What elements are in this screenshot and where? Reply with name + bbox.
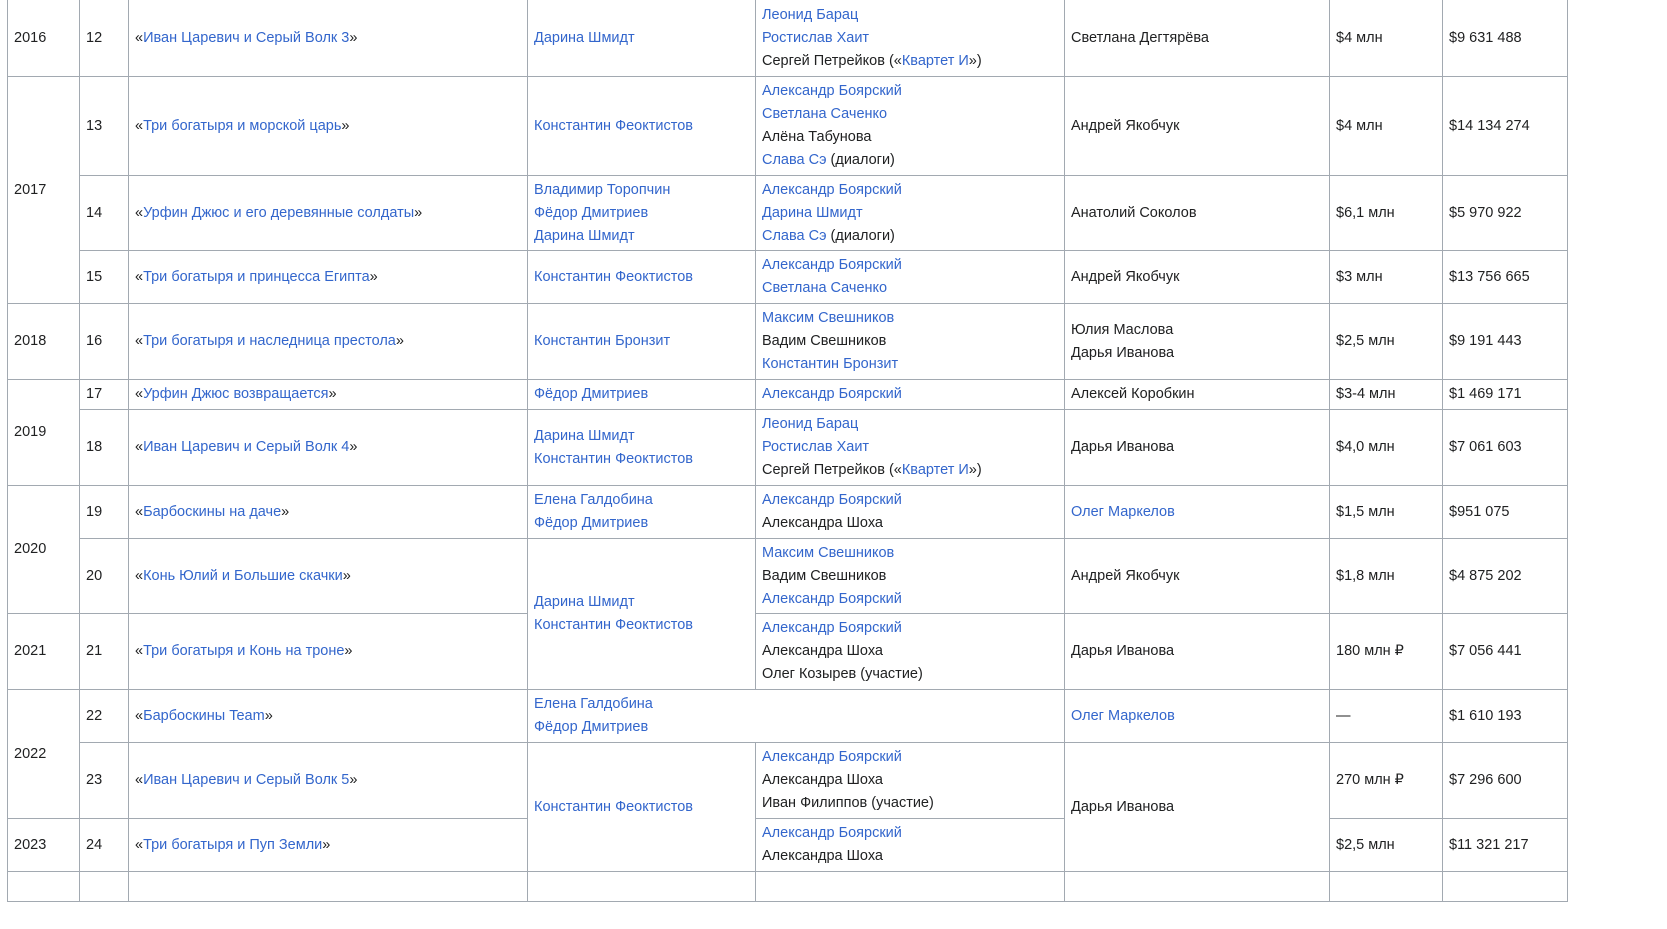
filmography-table xyxy=(7,0,1568,902)
composer-link[interactable]: Олег Маркелов xyxy=(1071,503,1175,520)
writer-name: Александра Шоха xyxy=(762,848,883,864)
writer-cell xyxy=(756,614,1065,690)
budget-cell: $2,5 млн xyxy=(1330,819,1443,872)
table-row xyxy=(8,251,1568,304)
budget-cell: $3 млн xyxy=(1330,251,1443,304)
number-cell: 19 xyxy=(80,486,129,539)
year-cell: 2018 xyxy=(8,304,80,380)
writer-link[interactable]: Александр Боярский xyxy=(762,181,902,198)
writer-link[interactable]: Александр Боярский xyxy=(762,492,902,508)
number-cell: 20 xyxy=(80,539,129,614)
writer-cell xyxy=(756,0,1065,77)
table-row xyxy=(8,77,1568,176)
gross-cell: $11 321 217 xyxy=(1443,819,1568,872)
table-row xyxy=(8,0,1568,77)
table-row xyxy=(8,176,1568,251)
writer-link[interactable]: Александр Боярский xyxy=(762,386,902,402)
budget-cell: $1,5 млн xyxy=(1330,486,1443,539)
table-row xyxy=(8,304,1568,380)
composer-cell: Андрей Якобчук xyxy=(1065,77,1330,176)
title-cell: «Иван Царевич и Серый Волк 4» xyxy=(129,410,528,486)
director-cell xyxy=(528,690,1065,743)
composer-cell xyxy=(1065,486,1330,539)
writer-cell xyxy=(756,743,1065,819)
director-cell xyxy=(528,539,756,690)
title-cell: «Барбоскины Team» xyxy=(129,690,528,743)
composer-name: Дарья Иванова xyxy=(1071,344,1175,361)
writer-name: Слава Сэ (диалоги) xyxy=(762,152,895,168)
director-link[interactable]: Фёдор Дмитриев xyxy=(534,386,649,402)
gross-cell: $14 134 274 xyxy=(1443,77,1568,176)
year-cell: 2017 xyxy=(8,77,80,304)
title-cell: «Три богатыря и Конь на троне» xyxy=(129,614,528,690)
director-link[interactable]: Елена Галдобина xyxy=(534,492,653,508)
number-cell: 12 xyxy=(80,0,129,77)
writer-name: Александра Шоха xyxy=(762,515,883,531)
director-link[interactable]: Дарина Шмидт xyxy=(534,227,635,244)
film-title-link[interactable]: Иван Царевич и Серый Волк 3 xyxy=(143,29,350,46)
budget-cell: $1,8 млн xyxy=(1330,539,1443,614)
number-cell: 14 xyxy=(80,176,129,251)
composer-cell xyxy=(1065,690,1330,743)
title-cell: «Барбоскины на даче» xyxy=(129,486,528,539)
gross-cell: $1 469 171 xyxy=(1443,380,1568,410)
number-cell: 13 xyxy=(80,77,129,176)
gross-cell: $7 296 600 xyxy=(1443,743,1568,819)
writer-link[interactable]: Максим Свешников xyxy=(762,310,895,326)
budget-cell: $4,0 млн xyxy=(1330,410,1443,486)
writer-link[interactable]: Александр Боярский xyxy=(762,825,902,841)
budget-cell: $4 млн xyxy=(1330,0,1443,77)
group-link[interactable]: Квартет И xyxy=(901,462,969,478)
number-cell: 21 xyxy=(80,614,129,690)
composer-cell: Андрей Якобчук xyxy=(1065,251,1330,304)
number-cell: 16 xyxy=(80,304,129,380)
composer-link[interactable]: Олег Маркелов xyxy=(1071,707,1175,724)
title-cell xyxy=(129,872,528,902)
writer-name: Александра Шоха xyxy=(762,772,883,788)
director-cell xyxy=(528,410,756,486)
table-row xyxy=(8,743,1568,819)
writer-link[interactable]: Ростислав Хаит xyxy=(762,29,870,46)
composer-name: Юлия Маслова xyxy=(1071,321,1174,338)
table-row xyxy=(8,539,1568,614)
year-cell: 2019 xyxy=(8,380,80,486)
composer-cell xyxy=(1065,872,1330,902)
director-link[interactable]: Дарина Шмидт xyxy=(534,427,635,444)
writer-link[interactable]: Дарина Шмидт xyxy=(762,204,863,221)
table-row xyxy=(8,872,1568,902)
writer-link[interactable]: Александр Боярский xyxy=(762,620,902,636)
writer-link[interactable]: Леонид Барац xyxy=(762,6,859,23)
budget-cell: $4 млн xyxy=(1330,77,1443,176)
title-cell: «Иван Царевич и Серый Волк 5» xyxy=(129,743,528,819)
director-cell xyxy=(528,743,756,872)
number-cell: 23 xyxy=(80,743,129,819)
table-row xyxy=(8,380,1568,410)
writer-name: Иван Филиппов (участие) xyxy=(762,795,934,811)
composer-cell: Анатолий Соколов xyxy=(1065,176,1330,251)
gross-cell: $1 610 193 xyxy=(1443,690,1568,743)
budget-cell: 270 млн ₽ xyxy=(1330,743,1443,819)
gross-cell: $7 061 603 xyxy=(1443,410,1568,486)
composer-cell: Светлана Дегтярёва xyxy=(1065,0,1330,77)
writer-link[interactable]: Леонид Барац xyxy=(762,416,859,432)
table-row xyxy=(8,819,1568,872)
title-cell: «Урфин Джюс возвращается» xyxy=(129,380,528,410)
writer-cell xyxy=(756,872,1065,902)
director-link[interactable]: Константин Бронзит xyxy=(534,333,671,349)
gross-cell: $951 075 xyxy=(1443,486,1568,539)
director-link[interactable]: Константин Феоктистов xyxy=(534,450,693,467)
writer-link[interactable]: Максим Свешников xyxy=(762,544,895,561)
budget-cell: — xyxy=(1330,690,1443,743)
writer-name: Вадим Свешников xyxy=(762,333,887,349)
director-link[interactable]: Константин Феоктистов xyxy=(534,268,693,285)
title-cell: «Три богатыря и принцесса Египта» xyxy=(129,251,528,304)
director-cell xyxy=(528,380,756,410)
writer-name: Вадим Свешников xyxy=(762,567,887,584)
writer-cell xyxy=(756,486,1065,539)
director-link[interactable]: Константин Феоктистов xyxy=(534,117,693,134)
writer-cell xyxy=(756,304,1065,380)
writer-name: Александра Шоха xyxy=(762,643,883,659)
writer-cell xyxy=(756,380,1065,410)
writer-cell xyxy=(756,819,1065,872)
writer-name: Сергей Петрейков («Квартет И») xyxy=(762,52,982,69)
gross-cell xyxy=(1443,872,1568,902)
table-row xyxy=(8,690,1568,743)
number-cell: 22 xyxy=(80,690,129,743)
composer-cell: Андрей Якобчук xyxy=(1065,539,1330,614)
budget-cell: $6,1 млн xyxy=(1330,176,1443,251)
year-cell: 2022 xyxy=(8,690,80,819)
composer-cell: Дарья Иванова xyxy=(1065,410,1330,486)
director-link[interactable]: Константин Феоктистов xyxy=(534,798,693,815)
title-cell: «Три богатыря и морской царь» xyxy=(129,77,528,176)
group-link[interactable]: Квартет И xyxy=(901,52,969,69)
title-cell: «Урфин Джюс и его деревянные солдаты» xyxy=(129,176,528,251)
writer-name: Слава Сэ (диалоги) xyxy=(762,227,895,244)
film-title-link[interactable]: Три богатыря и Пуп Земли xyxy=(143,836,323,853)
gross-cell: $9 191 443 xyxy=(1443,304,1568,380)
title-cell: «Три богатыря и Пуп Земли» xyxy=(129,819,528,872)
table-row xyxy=(8,410,1568,486)
year-cell: 2020 xyxy=(8,486,80,614)
director-cell xyxy=(528,251,756,304)
year-cell: 2021 xyxy=(8,614,80,690)
composer-cell: Алексей Коробкин xyxy=(1065,380,1330,410)
film-title-link[interactable]: Три богатыря и Конь на троне xyxy=(143,643,345,659)
writer-name: Алёна Табунова xyxy=(762,129,872,145)
director-cell xyxy=(528,0,756,77)
filmography-table-container xyxy=(7,0,1568,902)
writer-link[interactable]: Ростислав Хаит xyxy=(762,439,870,455)
gross-cell: $4 875 202 xyxy=(1443,539,1568,614)
film-title-link[interactable]: Три богатыря и наследница престола xyxy=(143,333,396,349)
writer-name: Сергей Петрейков («Квартет И») xyxy=(762,462,982,478)
composer-cell xyxy=(1065,304,1330,380)
director-cell xyxy=(528,77,756,176)
number-cell: 17 xyxy=(80,380,129,410)
director-link[interactable]: Фёдор Дмитриев xyxy=(534,719,649,735)
writer-link[interactable]: Константин Бронзит xyxy=(762,356,899,372)
film-title-link[interactable]: Три богатыря и принцесса Египта xyxy=(143,268,370,285)
film-title-link[interactable]: Иван Царевич и Серый Волк 4 xyxy=(143,439,350,455)
film-title-link[interactable]: Урфин Джюс и его деревянные солдаты xyxy=(143,204,415,221)
writer-cell xyxy=(756,176,1065,251)
year-cell: 2016 xyxy=(8,0,80,77)
director-link[interactable]: Дарина Шмидт xyxy=(534,29,635,46)
director-cell xyxy=(528,304,756,380)
budget-cell: 180 млн ₽ xyxy=(1330,614,1443,690)
budget-cell: $3-4 млн xyxy=(1330,380,1443,410)
director-link[interactable]: Владимир Торопчин xyxy=(534,181,671,198)
number-cell: 15 xyxy=(80,251,129,304)
number-cell: 24 xyxy=(80,819,129,872)
film-title-link[interactable]: Урфин Джюс возвращается xyxy=(143,386,329,402)
gross-cell: $9 631 488 xyxy=(1443,0,1568,77)
title-cell: «Три богатыря и наследница престола» xyxy=(129,304,528,380)
director-cell xyxy=(528,872,756,902)
writer-link[interactable]: Александр Боярский xyxy=(762,590,902,607)
writer-cell xyxy=(756,410,1065,486)
title-cell: «Иван Царевич и Серый Волк 3» xyxy=(129,0,528,77)
film-title-link[interactable]: Три богатыря и морской царь xyxy=(143,117,342,134)
director-cell xyxy=(528,486,756,539)
director-link[interactable]: Фёдор Дмитриев xyxy=(534,204,649,221)
writer-cell xyxy=(756,539,1065,614)
composer-cell: Дарья Иванова xyxy=(1065,614,1330,690)
number-cell xyxy=(80,872,129,902)
number-cell: 18 xyxy=(80,410,129,486)
writer-link[interactable]: Светлана Саченко xyxy=(762,280,888,296)
writer-cell xyxy=(756,251,1065,304)
table-row xyxy=(8,614,1568,690)
director-cell xyxy=(528,176,756,251)
gross-cell: $7 056 441 xyxy=(1443,614,1568,690)
writer-link[interactable]: Александр Боярский xyxy=(762,257,902,273)
film-title-link[interactable]: Иван Царевич и Серый Волк 5 xyxy=(143,772,350,788)
writer-cell xyxy=(756,77,1065,176)
table-row xyxy=(8,486,1568,539)
year-cell xyxy=(8,872,80,902)
year-cell: 2023 xyxy=(8,819,80,872)
writer-link[interactable]: Светлана Саченко xyxy=(762,106,888,122)
writer-link[interactable]: Александр Боярский xyxy=(762,749,902,765)
writer-link[interactable]: Александр Боярский xyxy=(762,83,902,99)
budget-cell: $2,5 млн xyxy=(1330,304,1443,380)
director-link[interactable]: Фёдор Дмитриев xyxy=(534,515,649,531)
budget-cell xyxy=(1330,872,1443,902)
film-title-link[interactable]: Конь Юлий и Большие скачки xyxy=(143,567,343,584)
director-link[interactable]: Дарина Шмидт xyxy=(534,594,635,610)
title-cell: «Конь Юлий и Большие скачки» xyxy=(129,539,528,614)
writer-link[interactable]: Слава Сэ xyxy=(762,227,827,244)
director-link[interactable]: Елена Галдобина xyxy=(534,696,653,712)
film-title-link[interactable]: Барбоскины Team xyxy=(143,707,265,724)
director-link[interactable]: Константин Феоктистов xyxy=(534,617,693,633)
film-title-link[interactable]: Барбоскины на даче xyxy=(143,503,282,520)
gross-cell: $13 756 665 xyxy=(1443,251,1568,304)
writer-name: Олег Козырев (участие) xyxy=(762,666,923,682)
composer-cell: Дарья Иванова xyxy=(1065,743,1330,872)
gross-cell: $5 970 922 xyxy=(1443,176,1568,251)
writer-link[interactable]: Слава Сэ xyxy=(762,152,827,168)
